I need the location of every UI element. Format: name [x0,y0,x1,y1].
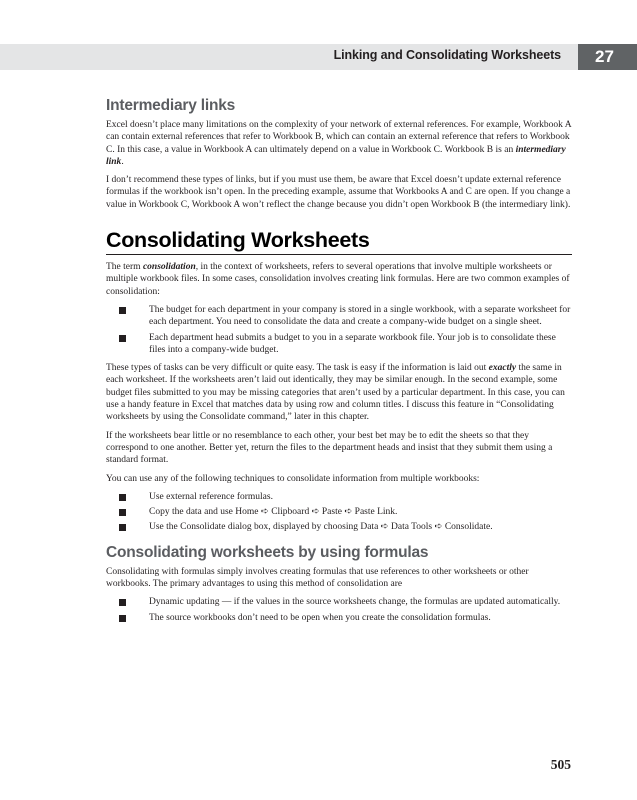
paragraph-formulas-intro: Consolidating with formulas simply involves creating formulas that use references to other worksheets or other workbooks. The primary advantages to using this method of consolidation are [106,566,529,590]
list-item-text: Use the Consolidate dialog box, displayed by choosing Data ➪ Data Tools ➪ Consolidate. [149,522,493,533]
list-item [106,506,572,518]
bullet-square-icon [119,307,126,314]
chapter-tab [578,44,637,70]
chapter-number: 27 [595,47,614,66]
paragraph-resemblance: If the worksheets bear little or no resemblance to each other, your best bet may be to edit the sheets so that they correspond to one another. Better yet, return the files to the department heads and insist that they submit them using a standard format. [106,430,553,466]
emphasis-exactly: exactly [488,363,517,374]
running-header-title: Linking and Consolidating Worksheets [333,48,561,62]
list-item-text: The source workbooks don’t need to be open when you create the consolidation formulas. [149,612,491,623]
bullet-square-icon [119,615,126,622]
paragraph-intermediary-1 [106,119,572,168]
heading-consolidating-worksheets: Consolidating Worksheets [106,228,572,255]
paragraph-intermediary-2: I don’t recommend these types of links, but if you must use them, be aware that Excel doesn’t update external reference formulas if the workbook isn’t open. In the preceding example, assume that Workbooks A and C are open. If you change a value in Workbook C, Workbook A won’t reflect the change because you didn’t open Workbook B (the intermediary link). [106,175,571,210]
advantages-list [106,596,572,624]
list-item-text: Use external reference formulas. [149,491,273,502]
list-item-text: Dynamic updating — if the values in the source worksheets change, the formulas are updated automatically. [149,597,561,608]
paragraph-text: Excel doesn’t place many limitations on the complexity of your network of external references. For example, Workbook A can contain external references that refer to Workbook B, which can contain an external reference that refers to Workbook C. In this case, a value in Workbook A can ultimately depend on a value in Workbook C. Workbook B is an [106,120,572,155]
heading-intermediary-links: Intermediary links [106,97,236,114]
bullet-square-icon [119,494,126,501]
bullet-square-icon [119,599,126,606]
bullet-square-icon [119,509,126,516]
paragraph-text: These types of tasks can be very difficult or quite easy. The task is easy if the information is laid out [106,363,489,374]
list-item [106,521,572,533]
paragraph-consolidation-intro [106,261,572,298]
list-item [106,332,572,357]
paragraph-text: , in the context of worksheets, refers to several operations that involve multiple worksheets or multiple workbook files. In some cases, consolidation involves creating link formulas. Here are two common examples of consolidation: [106,262,570,297]
page-body [106,97,572,630]
list-item [106,491,572,503]
page-number: 505 [550,757,571,772]
paragraph-tasks [106,362,572,423]
bullet-square-icon [119,524,126,531]
paragraph-techniques-intro: You can use any of the following techniques to consolidate information from multiple workbooks: [106,473,480,484]
term-consolidation: consolidation [142,262,196,273]
consolidation-examples-list [106,304,572,356]
list-item [106,304,572,329]
list-item-text: Copy the data and use Home ➪ Clipboard ➪ Paste ➪ Paste Link. [149,507,398,518]
paragraph-text: . [121,156,124,167]
techniques-list [106,491,572,534]
list-item [106,596,572,608]
heading-consolidating-by-formulas: Consolidating worksheets by using formulas [106,543,429,561]
list-item-text: The budget for each department in your company is stored in a single workbook, with a separate worksheet for each department. You need to consolidate the data and create a company-wide budget on a single sheet. [149,304,571,328]
paragraph-text: the same in each worksheet. If the worksheets aren’t laid out identically, they may be similar enough. In the second example, some budget files submitted to you may be missing categories that aren’t used by a particular department. In this case, you can use a handy feature in Excel that matches data by using row and column titles. I discuss this feature in “Consolidating worksheets by using the Consolidate command,” later in this chapter. [106,363,565,423]
list-item-text: Each department head submits a budget to you in a separate workbook file. Your job is to consolidate these files into a company-wide budget. [149,332,556,355]
term-intermediary-link: intermediary link [106,144,566,167]
paragraph-text: The term [106,262,143,273]
list-item [106,612,572,624]
bullet-square-icon [119,335,126,342]
